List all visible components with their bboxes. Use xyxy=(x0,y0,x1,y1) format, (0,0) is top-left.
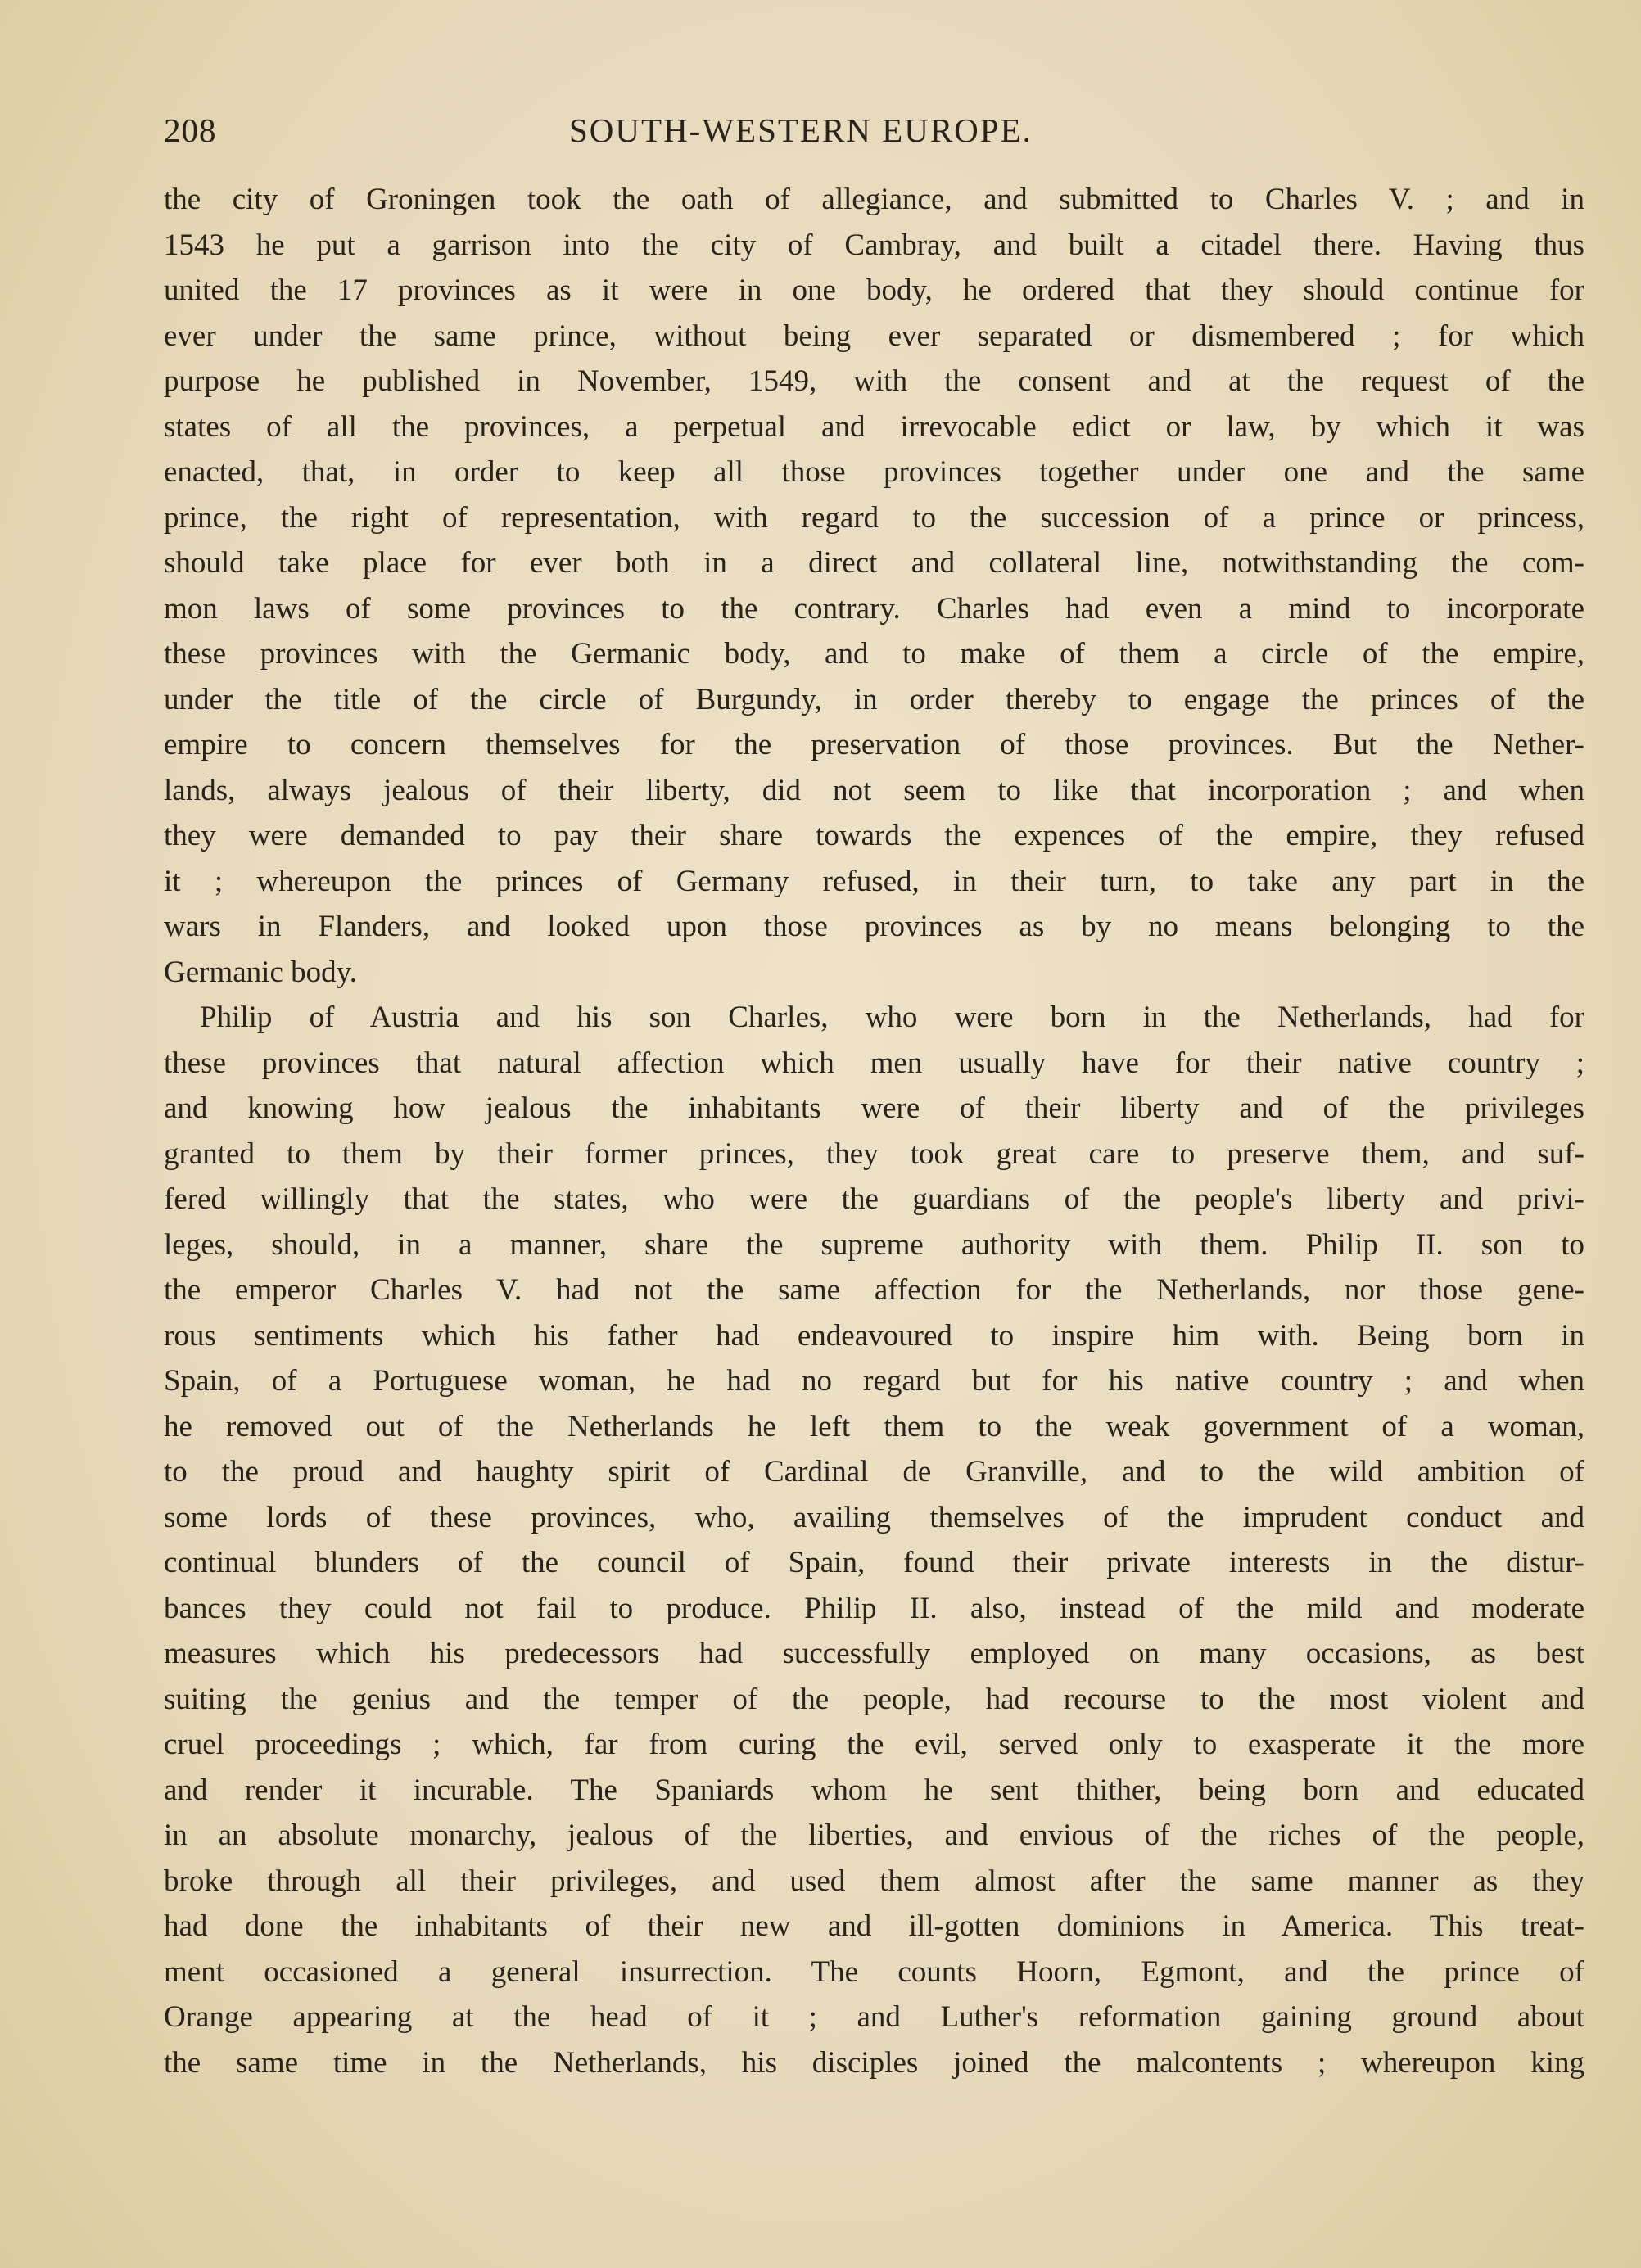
page-number: 208 xyxy=(164,111,217,149)
text-line: ment occasioned a general insurrection. The counts Hoorn, Egmont, and the prince of xyxy=(164,1954,1584,1989)
text-line: and knowing how jealous the inhabitants were of their liberty and of the privileges xyxy=(164,1091,1584,1125)
text-line: continual blunders of the council of Spain, found their private interests in the distur- xyxy=(164,1546,1584,1579)
text-line: bances they could not fail to produce. Philip II. also, instead of the mild and moderate xyxy=(164,1591,1584,1625)
text-line: fered willingly that the states, who were the guardians of the people's liberty and privi- xyxy=(164,1182,1584,1216)
text-line: these provinces that natural affection which men usually have for their native country ; xyxy=(164,1046,1584,1080)
running-title: SOUTH-WESTERN EUROPE. xyxy=(569,111,1033,149)
text-line: enacted, that, in order to keep all those provinces together under one and the same xyxy=(164,455,1584,489)
paragraph-start-line: Philip of Austria and his son Charles, who were born in the Netherlands, had for xyxy=(200,1001,1584,1034)
text-line: wars in Flanders, and looked upon those provinces as by no means belonging to the xyxy=(164,910,1584,943)
text-line: suiting the genius and the temper of the people, had recourse to the most violent and xyxy=(164,1682,1584,1716)
text-line: purpose he published in November, 1549, with the consent and at the request of the xyxy=(164,364,1584,398)
text-line: prince, the right of representation, with regard to the succession of a prince or princess, xyxy=(164,500,1584,535)
text-line: 1543 he put a garrison into the city of Cambray, and built a citadel there. Having thus xyxy=(164,228,1584,262)
text-line: states of all the provinces, a perpetual and irrevocable edict or law, by which it was xyxy=(164,409,1584,444)
text-line: cruel proceedings ; which, far from curing the evil, served only to exasperate it the more xyxy=(164,1728,1584,1761)
running-head xyxy=(164,111,1551,151)
text-line: Orange appearing at the head of it ; and Luther's reformation gaining ground about xyxy=(164,2000,1584,2034)
text-line: measures which his predecessors had successfully employed on many occasions, as best xyxy=(164,1637,1584,1670)
text-line: broke through all their privileges, and used them almost after the same manner as they xyxy=(164,1864,1584,1898)
text-line: some lords of these provinces, who, availing themselves of the imprudent conduct and xyxy=(164,1500,1584,1534)
text-line: rous sentiments which his father had endeavoured to inspire him with. Being born in xyxy=(164,1318,1584,1353)
text-line: granted to them by their former princes, they took great care to preserve them, and suf- xyxy=(164,1136,1584,1171)
text-line: under the title of the circle of Burgundy, in order thereby to engage the princes of the xyxy=(164,682,1584,716)
paragraph-end-line: Germanic body. xyxy=(164,955,357,989)
text-line: and render it incurable. The Spaniards whom he sent thither, being born and educated xyxy=(164,1773,1584,1807)
text-line: they were demanded to pay their share towards the expences of the empire, they refused xyxy=(164,819,1584,852)
text-line: united the 17 provinces as it were in one body, he ordered that they should continue for xyxy=(164,273,1584,307)
text-line: mon laws of some provinces to the contrary. Charles had even a mind to incorporate xyxy=(164,591,1584,626)
text-line: had done the inhabitants of their new and ill-gotten dominions in America. This treat- xyxy=(164,1909,1584,1943)
text-line: he removed out of the Netherlands he left them to the weak government of a woman, xyxy=(164,1409,1584,1443)
text-line: the emperor Charles V. had not the same affection for the Netherlands, nor those gene- xyxy=(164,1273,1584,1307)
text-line: empire to concern themselves for the preservation of those provinces. But the Nether- xyxy=(164,728,1584,761)
text-line: Spain, of a Portuguese woman, he had no regard but for his native country ; and when xyxy=(164,1364,1584,1398)
text-line: these provinces with the Germanic body, and to make of them a circle of the empire, xyxy=(164,637,1584,671)
text-line: to the proud and haughty spirit of Cardinal de Granville, and to the wild ambition of xyxy=(164,1455,1584,1489)
text-line: in an absolute monarchy, jealous of the liberties, and envious of the riches of the people, xyxy=(164,1818,1584,1852)
text-line: should take place for ever both in a direct and collateral line, notwithstanding the com- xyxy=(164,546,1584,580)
text-line: lands, always jealous of their liberty, did not seem to like that incorporation ; and when xyxy=(164,773,1584,807)
text-line: the city of Groningen took the oath of allegiance, and submitted to Charles V. ; and in xyxy=(164,183,1584,216)
text-line: ever under the same prince, without being ever separated or dismembered ; for which xyxy=(164,319,1584,353)
text-line: it ; whereupon the princes of Germany refused, in their turn, to take any part in the xyxy=(164,864,1584,898)
body-text xyxy=(164,177,1584,2085)
text-line: the same time in the Netherlands, his disciples joined the malcontents ; whereupon king xyxy=(164,2045,1584,2080)
text-line: leges, should, in a manner, share the supreme authority with them. Philip II. son to xyxy=(164,1227,1584,1262)
